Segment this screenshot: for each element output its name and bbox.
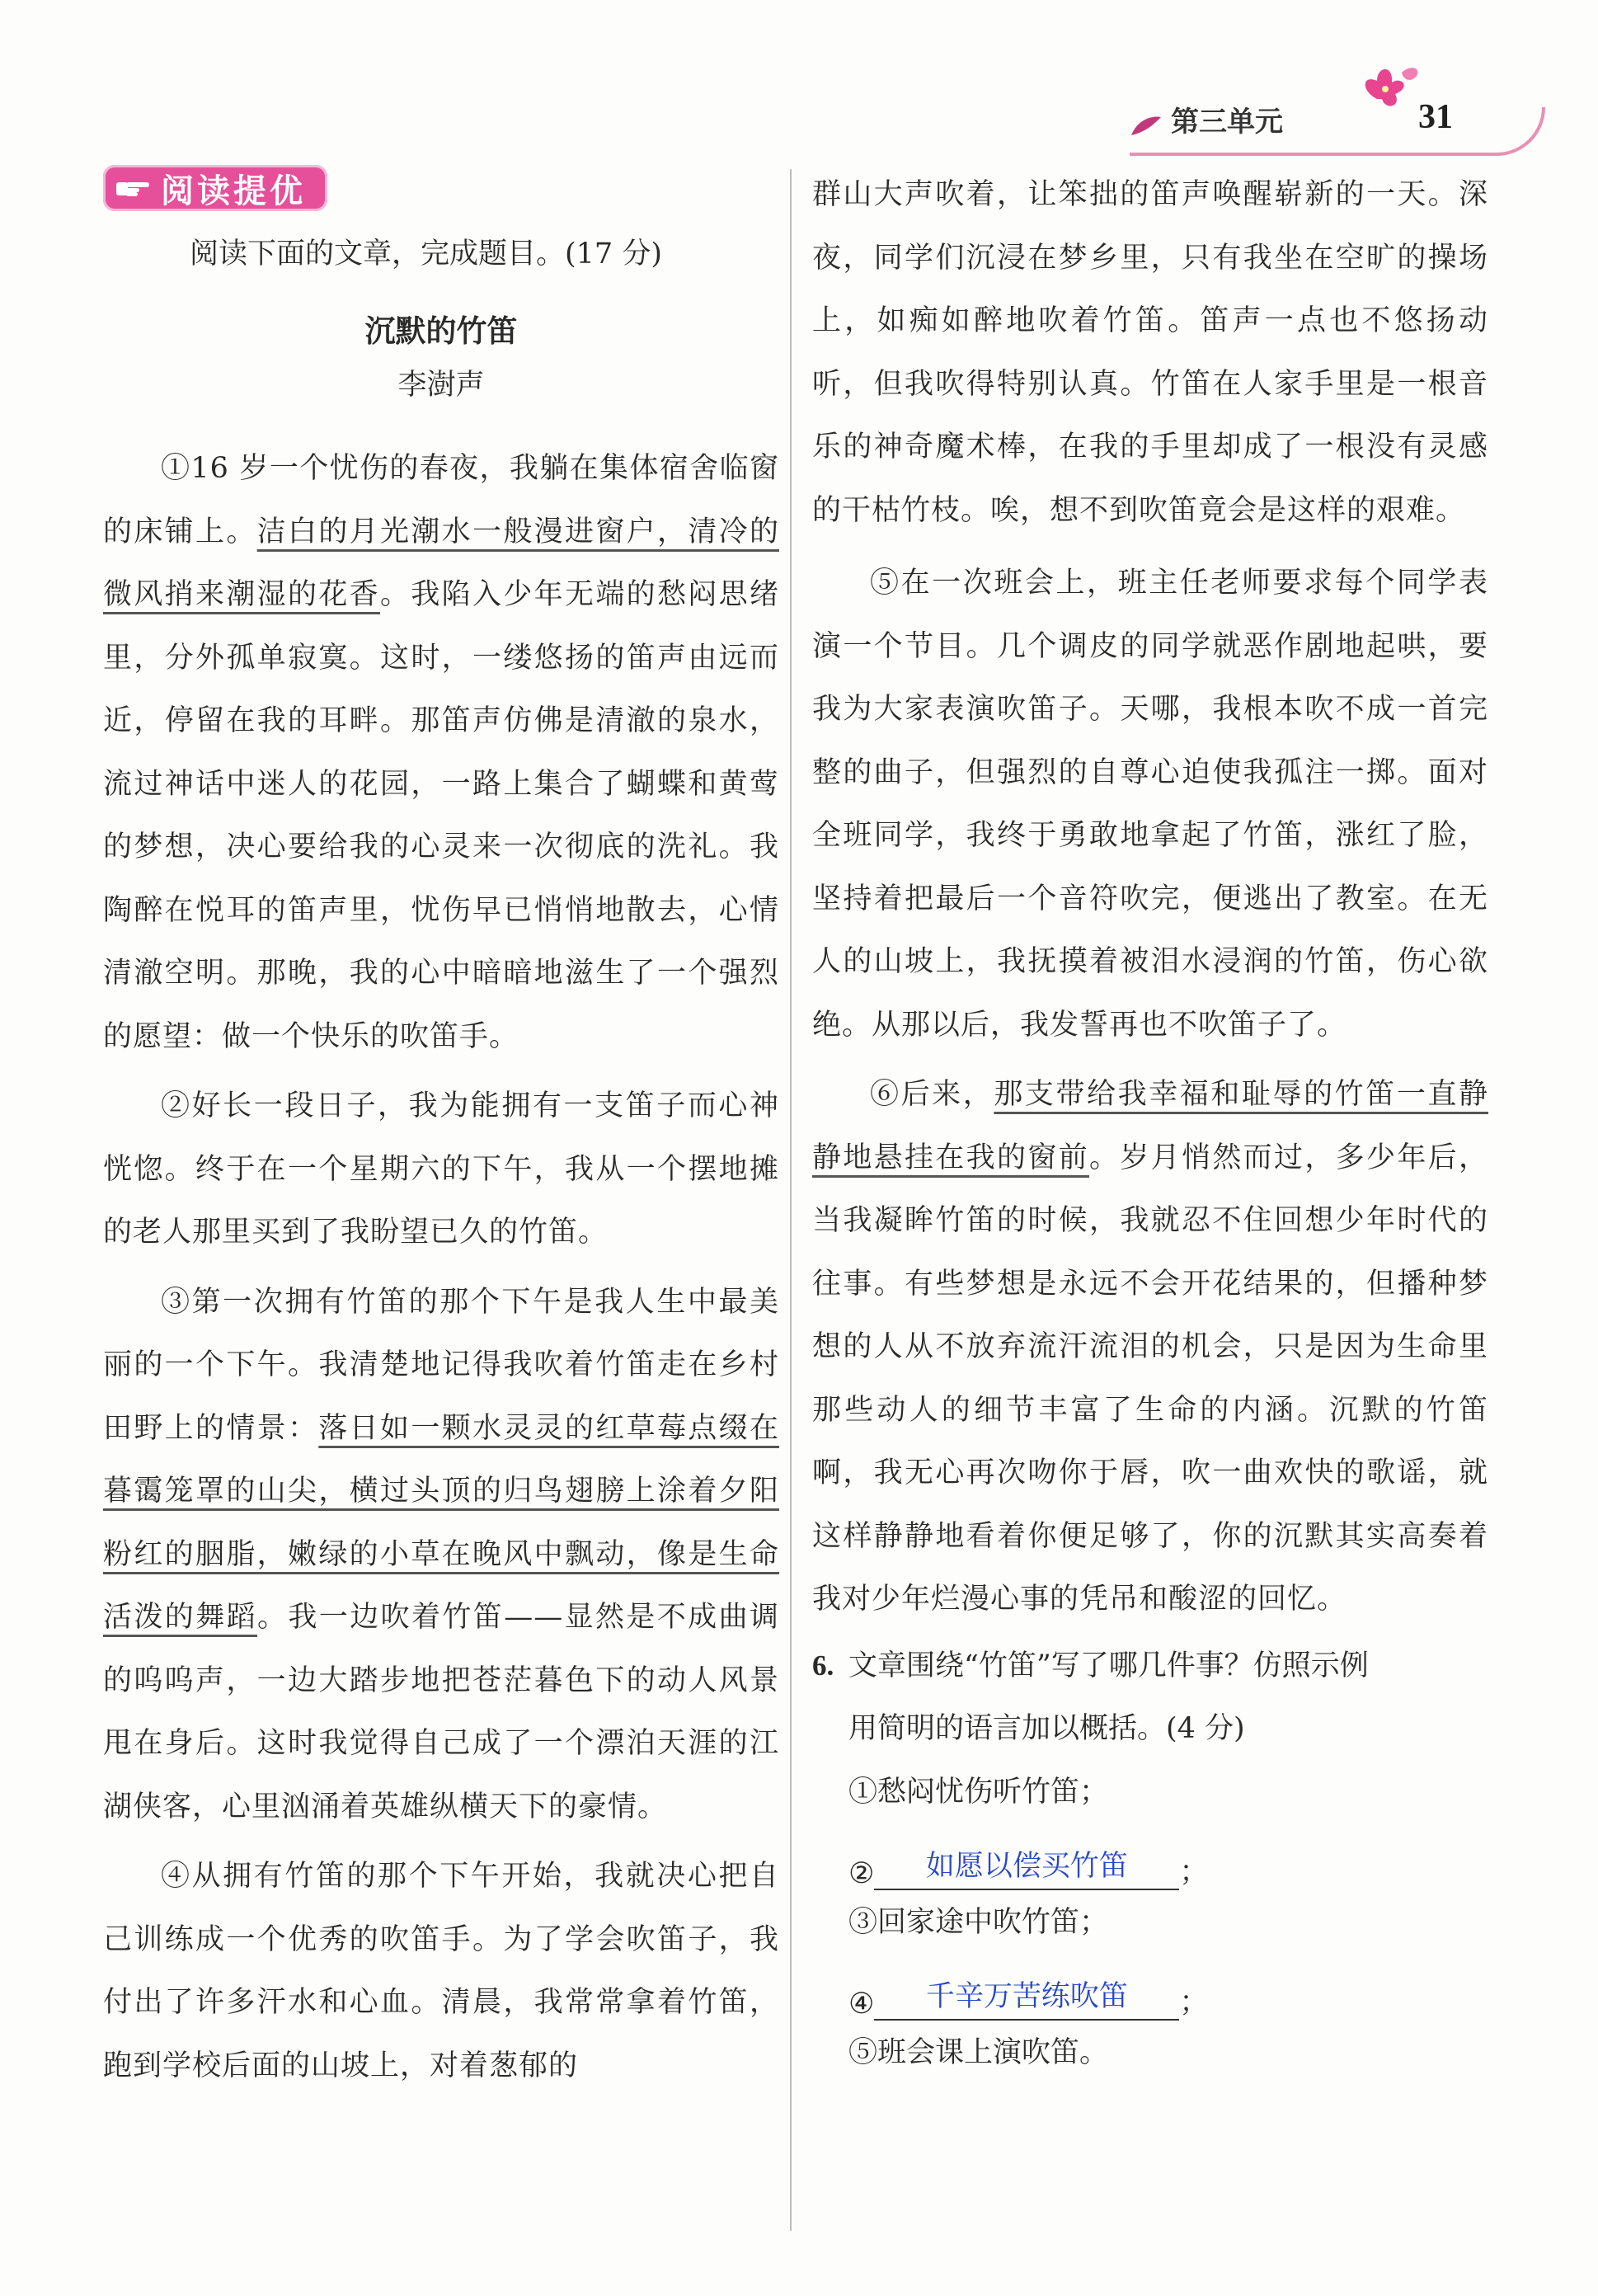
answer-blank-4[interactable]: 千辛万苦练吹笛 [874, 1974, 1179, 2021]
section-tag [103, 165, 327, 211]
paragraph-6 [812, 1063, 1488, 1631]
article-author: 李澍声 [397, 369, 485, 402]
p3-underlined: 落日如一颗水灵灵的红草莓点缀在暮霭笼罩的山尖，横过头顶的归鸟翅膀上涂着夕阳粉红的胭脂，嫩绿的小草在晚风中飘动，像是生命活泼的舞蹈 [103, 1411, 779, 1634]
paragraph-1 [103, 437, 779, 1068]
p6-underlined: 那支带给我幸福和耻辱的竹笛一直静静地悬挂在我的窗前 [812, 1078, 1488, 1174]
p4-continuation: 群山大声吹着，让笨拙的笛声唤醒崭新的一天。深夜，同学们沉浸在梦乡里，只有我坐在空旷的操场上，如痴如醉地吹着竹笛。笛声一点也不悠扬动听，但我吹得特别认真。竹笛在人家手里是一根音乐的神奇魔术棒，在我的手里却成了一根没有灵感的干枯竹枝。唉，想不到吹笛竟会是这样的艰难。 [812, 178, 1488, 527]
right-column [812, 163, 1488, 2085]
item-2-end: ； [1179, 1855, 1209, 1889]
answer-item-2 [812, 1824, 1488, 1890]
question-number: 6. [812, 1649, 834, 1682]
question-stem-line1: 文章围绕“竹笛”写了哪几件事？仿照示例 [848, 1649, 1369, 1682]
item-2-mark: ② [848, 1856, 875, 1890]
p6-text-rest: 。岁月悄然而过，多少年后，当我凝眸竹笛的时候，我就忍不住回想少年时代的往事。有些梦想是永远不会开花结果的，但播种梦想的人从不放弃流汗流泪的机会，只是因为生命里那些动人的细节丰富了生命的内涵。沉默的竹笛啊，我无心再次吻你于唇，吹一曲欢快的歌谣，就这样静静地看着你便足够了，你的沉默其实高奏着我对少年烂漫心事的凭吊和酸涩的回忆。 [812, 1141, 1488, 1616]
instructions: 阅读下面的文章，完成题目。(17 分) [190, 238, 662, 271]
page-header [1097, 91, 1525, 140]
answer-item-4 [812, 1955, 1488, 2021]
answer-item-5: ⑤班会课上演吹笛。 [848, 2035, 1109, 2069]
left-column [103, 165, 779, 2097]
column-divider [790, 169, 792, 2231]
page-number: 31 [1418, 98, 1453, 136]
paragraph-4-continued [812, 163, 1488, 542]
item-4-end: ； [1179, 1985, 1209, 2019]
question-6 [812, 1635, 1488, 1760]
leaf-icon [1130, 114, 1163, 139]
paragraph-4: ④从拥有竹笛的那个下午开始，我就决心把自己训练成一个优秀的吹笛手。为了学会吹笛子，我付出了许多汗水和心血。清晨，我常常拿着竹笛，跑到学校后面的山坡上，对着葱郁的 [103, 1860, 779, 2082]
section-tag-label: 阅读提优 [161, 172, 306, 210]
paragraph-2: ②好长一段日子，我为能拥有一支笛子而心神恍惚。终于在一个星期六的下午，我从一个摆地摊的老人那里买到了我盼望已久的竹笛。 [103, 1089, 779, 1249]
answer-blank-2[interactable]: 如愿以偿买竹笛 [874, 1844, 1179, 1890]
item-4-mark: ④ [848, 1987, 875, 2021]
answer-item-3: ③回家途中吹竹笛； [848, 1905, 1109, 1939]
p1-text-rest: 。我陷入少年无端的愁闷思绪里，分外孤单寂寞。这时，一缕悠扬的笛声由远而近，停留在我的耳畔。那笛声仿佛是清澈的泉水，流过神话中迷人的花园，一路上集合了蝴蝶和黄莺的梦想，决心要给我的心灵来一次彻底的洗礼。我陶醉在悦耳的笛声里，忧伤早已悄悄地散去，心情清澈空明。那晚，我的心中暗暗地滋生了一个强烈的愿望：做一个快乐的吹笛手。 [103, 578, 779, 1053]
flower-icon [1352, 58, 1426, 124]
answer-item-1: ①愁闷忧伤听竹笛； [848, 1775, 1109, 1809]
pointing-hand-icon [115, 176, 151, 200]
p6-text: ⑥后来， [870, 1078, 994, 1111]
paragraph-5: ⑤在一次班会上，班主任老师要求每个同学表演一个节目。几个调皮的同学就恶作剧地起哄，要我为大家表演吹笛子。天哪，我根本吹不成一首完整的曲子，但强烈的自尊心迫使我孤注一掷。面对全班同学，我终于勇敢地拿起了竹笛，涨红了脸，坚持着把最后一个音符吹完，便逃出了教室。在无人的山坡上，我抚摸着被泪水浸润的竹笛，伤心欲绝。从那以后，我发誓再也不吹笛子了。 [812, 567, 1488, 1042]
p1-underlined: 洁白的月光潮水一般漫进窗户，清冷的微风捎来潮湿的花香 [103, 515, 779, 611]
p3-text: ③第一次拥有竹笛的那个下午是我人生中最美丽的一个下午。我清楚地记得我吹着竹笛走在乡村田野上的情景： [103, 1285, 779, 1445]
unit-label: 第三单元 [1171, 106, 1283, 139]
question-stem-line2: 用简明的语言加以概括。(4 分) [848, 1711, 1245, 1745]
p3-text-rest: 。我一边吹着竹笛——显然是不成曲调的呜呜声，一边大踏步地把苍茫暮色下的动人风景甩在身后。这时我觉得自己成了一个漂泊天涯的江湖侠客，心里汹涌着英雄纵横天下的豪情。 [103, 1601, 779, 1823]
p1-text: ①16 岁一个忧伤的春夜，我躺在集体宿舍临窗的床铺上。 [103, 452, 779, 548]
article-title: 沉默的竹笛 [364, 313, 518, 349]
paragraph-3 [103, 1271, 779, 1839]
